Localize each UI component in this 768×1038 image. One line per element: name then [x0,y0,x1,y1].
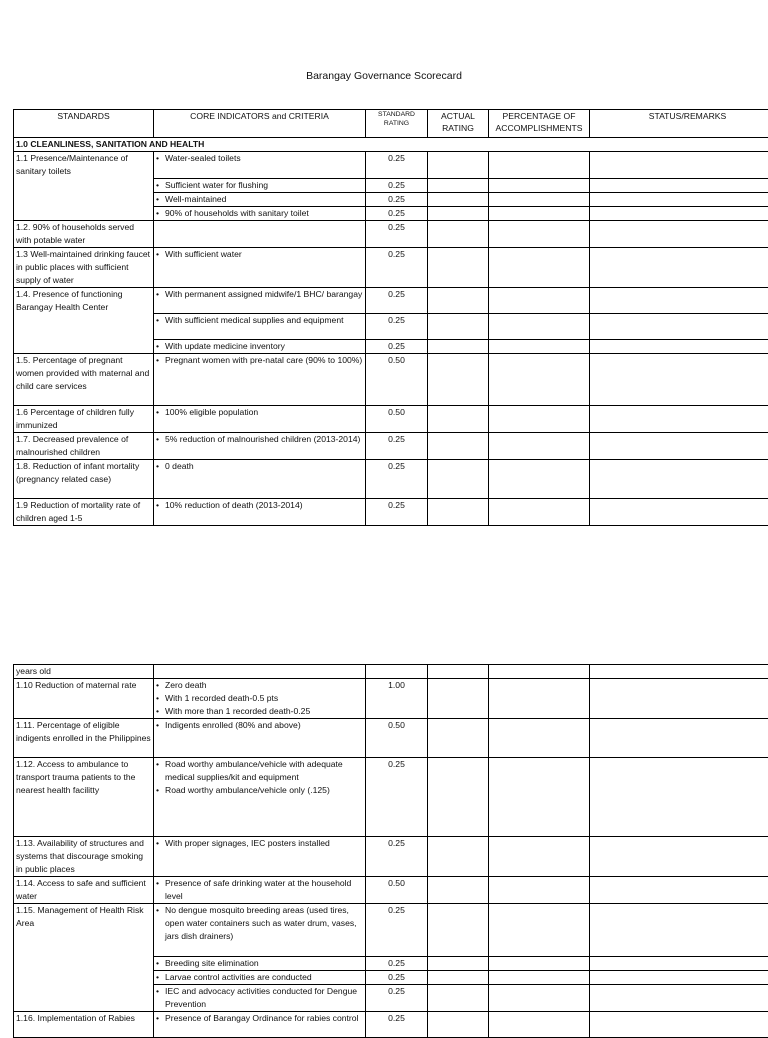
indicator-text: Presence of Barangay Ordinance for rabies control [165,1013,358,1023]
indicator-text: With update medicine inventory [165,341,285,351]
indicator-item [156,1012,363,1025]
status-remarks-cell [590,665,768,679]
indicator-text: Water-sealed toilets [165,153,241,163]
standard-rating-cell: 1.00 [366,679,428,719]
actual-rating-cell [428,971,489,985]
percentage-cell [489,877,590,904]
indicator-cell [154,206,366,220]
status-remarks-cell [590,247,768,287]
standard-cell: 1.1 Presence/Maintenance of sanitary toilets [14,152,154,179]
indicator-cell [154,433,366,460]
table-row [14,877,768,904]
actual-rating-cell [428,314,489,340]
standard-rating-cell: 0.50 [366,406,428,433]
indicator-cell [154,314,366,340]
col-core-indicators: CORE INDICATORS and CRITERIA [154,110,366,138]
standard-rating-cell: 0.25 [366,247,428,287]
standard-cell: 1.13. Availability of structures and systems that discourage smoking in public places [14,837,154,877]
standard-cell: 1.11. Percentage of eligible indigents enrolled in the Philippines [14,719,154,758]
indicator-item [156,719,363,732]
standard-cell [14,192,154,206]
percentage-cell [489,287,590,314]
percentage-cell [489,985,590,1012]
indicator-cell [154,178,366,192]
standard-rating-cell: 0.25 [366,957,428,971]
scorecard-table-1 [13,109,768,526]
bullet-icon: • [156,719,165,732]
status-remarks-cell [590,499,768,526]
indicator-text: 10% reduction of death (2013-2014) [165,500,303,510]
status-remarks-cell [590,957,768,971]
section-row [14,138,768,152]
indicator-cell [154,837,366,877]
actual-rating-cell [428,1012,489,1038]
standard-cell: 1.9 Reduction of mortality rate of children aged 1-5 [14,499,154,526]
indicator-cell [154,499,366,526]
standard-rating-cell: 0.25 [366,971,428,985]
percentage-cell [489,178,590,192]
bullet-icon: • [156,957,165,970]
actual-rating-cell [428,192,489,206]
percentage-cell [489,499,590,526]
table-row [14,1012,768,1038]
standard-cell [14,985,154,1012]
table-row [14,957,768,971]
col-standards: STANDARDS [14,110,154,138]
standard-cell [14,178,154,192]
indicator-cell [154,340,366,354]
indicator-text: Indigents enrolled (80% and above) [165,720,301,730]
bullet-icon: • [156,179,165,192]
indicator-text: Road worthy ambulance/vehicle with adequate medical supplies/kit and equipment [165,759,343,782]
table-row [14,460,768,499]
bullet-icon: • [156,904,165,943]
table-row [14,192,768,206]
actual-rating-cell [428,985,489,1012]
bullet-icon: • [156,406,165,419]
indicator-item [156,152,363,165]
actual-rating-cell [428,665,489,679]
table-header-row [14,110,768,138]
standard-cell: 1.3 Well-maintained drinking faucet in public places with sufficient supply of water [14,247,154,287]
indicator-text: With 1 recorded death-0.5 pts [165,693,278,703]
percentage-cell [489,758,590,837]
indicator-cell [154,287,366,314]
bullet-icon: • [156,971,165,984]
standard-rating-cell: 0.25 [366,178,428,192]
percentage-cell [489,340,590,354]
standard-rating-cell: 0.25 [366,340,428,354]
indicator-item [156,499,363,512]
status-remarks-cell [590,679,768,719]
percentage-cell [489,206,590,220]
table-row [14,206,768,220]
indicator-text: With more than 1 recorded death-0.25 [165,706,310,716]
status-remarks-cell [590,206,768,220]
standard-cell: 1.5. Percentage of pregnant women provided with maternal and child care services [14,354,154,406]
bullet-icon: • [156,784,165,797]
standard-rating-cell: 0.25 [366,460,428,499]
indicator-item [156,433,363,446]
standard-rating-cell: 0.25 [366,758,428,837]
standard-cell [14,971,154,985]
status-remarks-cell [590,287,768,314]
standard-cell [14,314,154,340]
table-row [14,665,768,679]
standard-rating-cell: 0.25 [366,220,428,247]
indicator-cell [154,406,366,433]
bullet-icon: • [156,433,165,446]
actual-rating-cell [428,837,489,877]
indicator-item [156,904,363,943]
indicator-text: With sufficient medical supplies and equipment [165,315,344,325]
standard-cell: 1.10 Reduction of maternal rate [14,679,154,719]
standard-rating-cell: 0.25 [366,206,428,220]
standard-rating-cell: 0.50 [366,719,428,758]
table-row [14,758,768,837]
standard-cell [14,957,154,971]
col-percentage: PERCENTAGE OF ACCOMPLISHMENTS [489,110,590,138]
actual-rating-cell [428,679,489,719]
percentage-cell [489,192,590,206]
status-remarks-cell [590,406,768,433]
status-remarks-cell [590,220,768,247]
indicator-item [156,957,363,970]
indicator-item [156,207,363,220]
indicator-item [156,288,363,301]
table-row [14,904,768,957]
percentage-cell [489,904,590,957]
standard-cell: 1.15. Management of Health Risk Area [14,904,154,957]
indicator-cell [154,152,366,179]
indicator-text: With sufficient water [165,249,242,259]
standard-cell: 1.6 Percentage of children fully immunized [14,406,154,433]
bullet-icon: • [156,837,165,850]
bullet-icon: • [156,152,165,165]
indicator-item [156,985,363,1011]
actual-rating-cell [428,758,489,837]
status-remarks-cell [590,460,768,499]
percentage-cell [489,971,590,985]
indicator-text: Well-maintained [165,194,226,204]
indicator-cell [154,220,366,247]
standard-rating-cell [366,665,428,679]
actual-rating-cell [428,904,489,957]
standard-rating-cell: 0.25 [366,985,428,1012]
table-row [14,719,768,758]
table-row [14,679,768,719]
indicator-cell [154,354,366,406]
percentage-cell [489,433,590,460]
standard-cell: years old [14,665,154,679]
indicator-item [156,406,363,419]
table-row [14,178,768,192]
standard-rating-cell: 0.25 [366,192,428,206]
actual-rating-cell [428,287,489,314]
percentage-cell [489,679,590,719]
section-title: 1.0 CLEANLINESS, SANITATION AND HEALTH [14,138,768,152]
bullet-icon: • [156,314,165,327]
indicator-item [156,784,363,797]
indicator-cell [154,985,366,1012]
standard-cell: 1.2. 90% of households served with potable water [14,220,154,247]
actual-rating-cell [428,433,489,460]
bullet-icon: • [156,877,165,903]
indicator-text: Sufficient water for flushing [165,180,268,190]
indicator-item [156,679,363,692]
indicator-cell [154,679,366,719]
table-row [14,433,768,460]
actual-rating-cell [428,957,489,971]
standard-cell [14,340,154,354]
standard-rating-cell: 0.25 [366,1012,428,1038]
percentage-cell [489,1012,590,1038]
standard-cell: 1.4. Presence of functioning Barangay Health Center [14,287,154,314]
actual-rating-cell [428,406,489,433]
indicator-item [156,248,363,261]
standard-rating-cell: 0.25 [366,499,428,526]
status-remarks-cell [590,1012,768,1038]
indicator-item [156,692,363,705]
indicator-item [156,354,363,367]
actual-rating-cell [428,340,489,354]
percentage-cell [489,837,590,877]
bullet-icon: • [156,354,165,367]
percentage-cell [489,247,590,287]
standard-rating-cell: 0.25 [366,433,428,460]
indicator-cell [154,460,366,499]
percentage-cell [489,460,590,499]
percentage-cell [489,314,590,340]
status-remarks-cell [590,340,768,354]
actual-rating-cell [428,178,489,192]
document-title: Barangay Governance Scorecard [0,70,768,82]
status-remarks-cell [590,758,768,837]
indicator-cell [154,904,366,957]
indicator-text: IEC and advocacy activities conducted for Dengue Prevention [165,986,357,1009]
indicator-item [156,179,363,192]
indicator-cell [154,192,366,206]
actual-rating-cell [428,719,489,758]
status-remarks-cell [590,971,768,985]
indicator-item [156,971,363,984]
actual-rating-cell [428,354,489,406]
indicator-item [156,314,363,327]
indicator-text: Zero death [165,680,207,690]
table-row [14,971,768,985]
standard-rating-cell: 0.25 [366,904,428,957]
indicator-item [156,705,363,718]
table-row [14,152,768,179]
table-row [14,287,768,314]
status-remarks-cell [590,877,768,904]
status-remarks-cell [590,178,768,192]
indicator-cell [154,877,366,904]
bullet-icon: • [156,460,165,473]
indicator-text: Pregnant women with pre-natal care (90% to 100%) [165,355,362,365]
actual-rating-cell [428,877,489,904]
indicator-text: Presence of safe drinking water at the household level [165,878,351,901]
col-status-remarks: STATUS/REMARKS [590,110,768,138]
indicator-text: With permanent assigned midwife/1 BHC/ barangay [165,289,362,299]
status-remarks-cell [590,719,768,758]
indicator-item [156,460,363,473]
table-row [14,354,768,406]
standard-rating-cell: 0.25 [366,837,428,877]
indicator-text: 5% reduction of malnourished children (2013-2014) [165,434,360,444]
indicator-cell [154,957,366,971]
table-row [14,220,768,247]
percentage-cell [489,220,590,247]
standard-cell: 1.8. Reduction of infant mortality (pregnancy related case) [14,460,154,499]
table-row [14,314,768,340]
standard-rating-cell: 0.25 [366,314,428,340]
indicator-text: 0 death [165,461,194,471]
bullet-icon: • [156,705,165,718]
status-remarks-cell [590,354,768,406]
status-remarks-cell [590,904,768,957]
indicator-text: No dengue mosquito breeding areas (used tires, open water containers such as water drum, vases, jars dish drainers) [165,905,357,941]
indicator-text: With proper signages, IEC posters installed [165,838,330,848]
standard-rating-cell: 0.50 [366,877,428,904]
bullet-icon: • [156,679,165,692]
standard-rating-cell: 0.25 [366,152,428,179]
bullet-icon: • [156,758,165,784]
actual-rating-cell [428,206,489,220]
indicator-text: Larvae control activities are conducted [165,972,312,982]
actual-rating-cell [428,460,489,499]
indicator-cell [154,758,366,837]
indicator-cell [154,1012,366,1038]
table-row [14,406,768,433]
bullet-icon: • [156,1012,165,1025]
indicator-item [156,758,363,784]
percentage-cell [489,957,590,971]
standard-cell [14,206,154,220]
indicator-text: 100% eligible population [165,407,258,417]
standard-rating-cell: 0.50 [366,354,428,406]
indicator-cell [154,247,366,287]
bullet-icon: • [156,288,165,301]
table-row [14,837,768,877]
indicator-cell [154,665,366,679]
bullet-icon: • [156,499,165,512]
bullet-icon: • [156,248,165,261]
standard-cell: 1.14. Access to safe and sufficient water [14,877,154,904]
scorecard-table-2 [13,664,768,1038]
table-row [14,247,768,287]
standard-cell: 1.12. Access to ambulance to transport trauma patients to the nearest health facilitty [14,758,154,837]
indicator-text: 90% of households with sanitary toilet [165,208,309,218]
percentage-cell [489,354,590,406]
standard-cell: 1.16. Implementation of Rabies [14,1012,154,1038]
table-row [14,499,768,526]
percentage-cell [489,719,590,758]
indicator-text: Road worthy ambulance/vehicle only (.125) [165,785,330,795]
standard-rating-cell: 0.25 [366,287,428,314]
indicator-cell [154,719,366,758]
indicator-cell [154,971,366,985]
actual-rating-cell [428,220,489,247]
col-standard-rating: STANDARD RATING [366,110,428,138]
actual-rating-cell [428,152,489,179]
indicator-item [156,837,363,850]
percentage-cell [489,406,590,433]
bullet-icon: • [156,985,165,1011]
status-remarks-cell [590,433,768,460]
actual-rating-cell [428,499,489,526]
indicator-item [156,877,363,903]
status-remarks-cell [590,192,768,206]
indicator-text: Breeding site elimination [165,958,259,968]
status-remarks-cell [590,985,768,1012]
bullet-icon: • [156,692,165,705]
percentage-cell [489,665,590,679]
bullet-icon: • [156,193,165,206]
table-row [14,985,768,1012]
indicator-item [156,340,363,353]
bullet-icon: • [156,340,165,353]
status-remarks-cell [590,152,768,179]
percentage-cell [489,152,590,179]
status-remarks-cell [590,837,768,877]
table-row [14,340,768,354]
indicator-item [156,193,363,206]
actual-rating-cell [428,247,489,287]
bullet-icon: • [156,207,165,220]
col-actual-rating: ACTUAL RATING [428,110,489,138]
status-remarks-cell [590,314,768,340]
standard-cell: 1.7. Decreased prevalence of malnourished children [14,433,154,460]
